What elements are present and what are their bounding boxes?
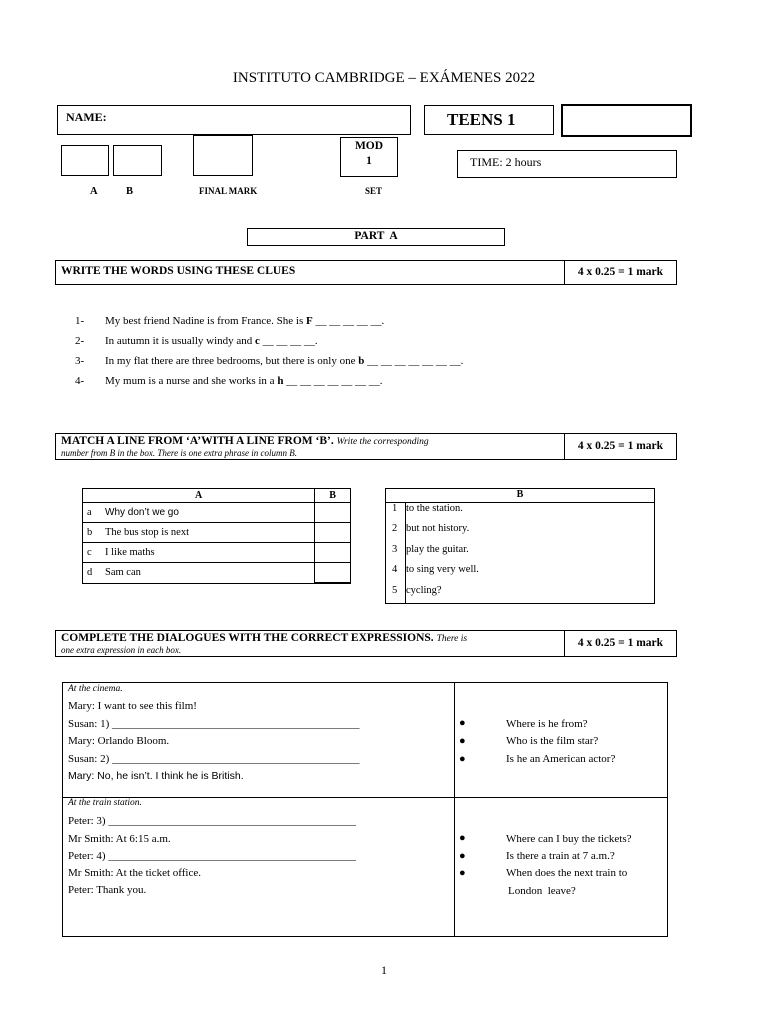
page-number: 1: [381, 963, 387, 977]
dialogue-line[interactable]: Peter: 3) _____________________________________________: [68, 815, 356, 827]
part-a-label: PART A: [354, 230, 398, 242]
dialogue-line[interactable]: Susan: 1) _____________________________________________: [68, 718, 360, 730]
option-item: When does the next train to: [506, 867, 628, 879]
dialogue-line: Mr Smith: At the ticket office.: [68, 867, 201, 879]
dialogue-table: [62, 682, 668, 937]
clue-item: [75, 355, 675, 371]
bullet-icon: ●: [459, 850, 466, 862]
clue-text: My best friend Nadine is from France. She is F __ __ __ __ __.: [105, 315, 385, 327]
column-b2-header: B: [386, 489, 654, 503]
dialogue-line[interactable]: Susan: 2) _____________________________________________: [68, 753, 360, 765]
list-item: 3 play the guitar.: [392, 543, 469, 555]
column-a-header: A: [83, 489, 315, 503]
label-a: A: [90, 186, 98, 197]
option-item: Where can I buy the tickets?: [506, 833, 632, 845]
list-item: 2 but not history.: [392, 523, 470, 535]
match-phrase: a Why don’t we go: [83, 503, 315, 523]
dialogue2-setting: At the train station.: [68, 798, 142, 808]
final-mark-box[interactable]: [193, 135, 253, 176]
section2-header: [55, 433, 677, 460]
table-row: [83, 503, 351, 523]
clue-item: [75, 335, 675, 351]
set-label: SET: [365, 186, 383, 196]
answer-box[interactable]: [315, 503, 351, 523]
option-item: Is there a train at 7 a.m.?: [506, 850, 615, 862]
label-b: B: [126, 186, 134, 197]
clue-text: In autumn it is usually windy and c __ __ __ __.: [105, 335, 318, 347]
mod-box: [340, 137, 398, 177]
section2-instruction: MATCH A LINE FROM ‘A’WITH A LINE FROM ‘B’. Write the corresponding: [61, 435, 429, 447]
bullet-icon: ●: [459, 753, 466, 765]
column-divider: [405, 503, 406, 603]
dialogue-line: Mr Smith: At 6:15 a.m.: [68, 833, 171, 845]
match-phrase: b The bus stop is next: [83, 523, 315, 543]
bullet-icon: ●: [459, 832, 466, 844]
clue-item: [75, 375, 675, 391]
mod-label: MOD: [354, 140, 384, 152]
list-item: 4 to sing very well.: [392, 564, 479, 576]
option-item: Where is he from?: [506, 718, 588, 730]
bullet-icon: ●: [459, 717, 466, 729]
mod-number: 1: [366, 155, 372, 167]
section3-marks: 4 x 0.25 = 1 mark: [564, 631, 676, 656]
clue-text: In my flat there are three bedrooms, but there is only one b __ __ __ __ __ __ __.: [105, 355, 464, 367]
dialogue-line: Mary: I want to see this film!: [68, 700, 197, 712]
clue-number: 2-: [75, 335, 85, 347]
bullet-icon: ●: [459, 735, 466, 747]
list-item: 5 cycling?: [392, 584, 442, 596]
name-box[interactable]: [57, 105, 411, 135]
section3-header: [55, 630, 677, 657]
match-list: [386, 503, 654, 605]
section1-header: [55, 260, 677, 285]
clue-number: 3-: [75, 355, 85, 367]
level-blank-box[interactable]: [561, 104, 692, 137]
option-item: Is he an American actor?: [506, 753, 616, 765]
column-divider: [454, 683, 455, 936]
table-row: [83, 523, 351, 543]
dialogue-line: Mary: Orlando Bloom.: [68, 735, 170, 747]
dialogue-line[interactable]: Peter: 4) _____________________________________________: [68, 850, 356, 862]
match-table-b: [385, 488, 655, 604]
exam-title: INSTITUTO CAMBRIDGE – EXÁMENES 2022: [232, 70, 536, 86]
time-label: TIME: 2 hours: [470, 155, 542, 169]
clue-item: [75, 315, 675, 331]
dialogue-line: Peter: Thank you.: [68, 884, 147, 896]
row-divider: [63, 797, 667, 798]
clue-number: 4-: [75, 375, 85, 387]
name-label: NAME:: [66, 110, 107, 124]
level-label: TEENS 1: [447, 110, 516, 129]
table-row: [83, 563, 351, 584]
clue-text: My mum is a nurse and she works in a h __ __ __ __ __ __ __.: [105, 375, 383, 387]
bullet-icon: ●: [459, 867, 466, 879]
answer-box[interactable]: [315, 543, 351, 563]
option-item-continuation: London leave?: [508, 885, 576, 897]
section2-instruction-note: number from B in the box. There is one extra phrase in column B.: [61, 448, 298, 458]
section3-instruction-note: one extra expression in each box.: [61, 645, 182, 655]
mark-box-a[interactable]: [61, 145, 109, 176]
table-row: [83, 543, 351, 563]
match-table-a: [82, 488, 351, 584]
part-a-box: [247, 228, 505, 246]
section1-marks: 4 x 0.25 = 1 mark: [564, 261, 676, 284]
time-box: [457, 150, 677, 178]
answer-box[interactable]: [315, 523, 351, 543]
match-phrase: c I like maths: [83, 543, 315, 563]
section1-instruction: WRITE THE WORDS USING THESE CLUES: [61, 265, 296, 277]
dialogue-line: Mary: No, he isn’t. I think he is British.: [68, 770, 244, 782]
dialogue1-setting: At the cinema.: [68, 684, 123, 694]
option-item: Who is the film star?: [506, 735, 599, 747]
answer-box[interactable]: [315, 563, 351, 584]
match-phrase: d Sam can: [83, 563, 315, 584]
mark-box-b[interactable]: [113, 145, 162, 176]
list-item: 1 to the station.: [392, 503, 463, 514]
level-box: [424, 105, 554, 135]
clue-number: 1-: [75, 315, 85, 327]
section3-instruction: COMPLETE THE DIALOGUES WITH THE CORRECT EXPRESSIONS. There is: [61, 632, 468, 644]
column-b-header: B: [315, 489, 351, 503]
section2-marks: 4 x 0.25 = 1 mark: [564, 434, 676, 459]
final-mark-label: FINAL MARK: [199, 186, 258, 196]
